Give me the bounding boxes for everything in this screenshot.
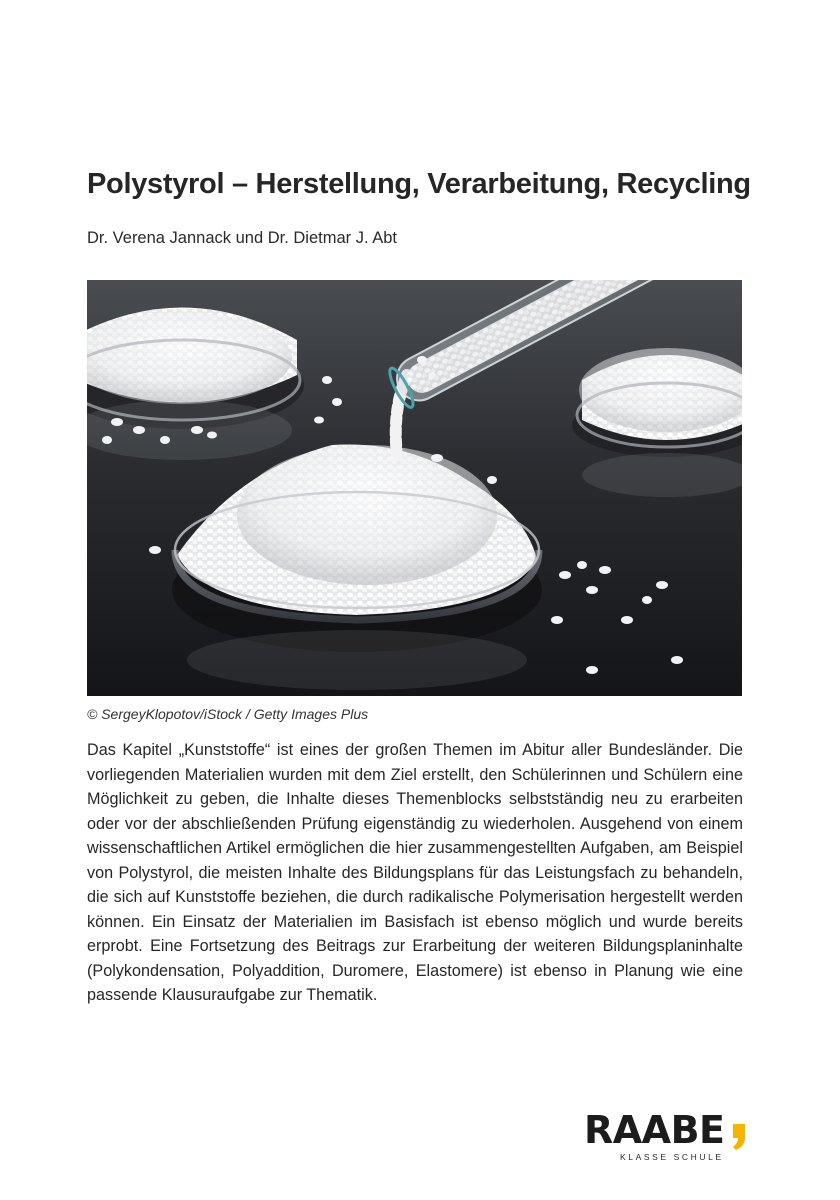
polystyrene-granules-photo bbox=[87, 280, 742, 696]
page-title: Polystyrol – Herstellung, Verarbeitung, Recycling bbox=[87, 168, 751, 200]
image-credit: © SergeyKlopotov/iStock / Getty Images Plus bbox=[87, 706, 369, 722]
cover-photo bbox=[87, 280, 742, 696]
raabe-logo bbox=[584, 1108, 754, 1168]
logo-wordmark: RAABE bbox=[584, 1108, 725, 1152]
body-paragraph: Das Kapitel „Kunststoffe“ ist eines der großen Themen im Abitur aller Bundesländer. Die vorliegenden Materialien wurden mit dem Ziel erstellt, den Schülerinnen und Schülern eine Möglichkeit zu geben, die Inhalte dieses Themenblocks selbstständig neu zu erarbeiten oder vor der abschließenden Prüfung eigenständig zu wiederholen. Ausgehend von einem wissenschaftlichen Artikel ermöglichen die hier zusammengestellten Aufgaben, am Beispiel von Polystyrol, die meisten Inhalte des Bildungsplans für das Leistungsfach zu behandeln, die sich auf Kunststoffe beziehen, die durch radikalische Polymerisation hergestellt werden können. Ein Einsatz der Materialien im Basisfach ist ebenso möglich und wurde bereits erprobt. Eine Fortsetzung des Beitrags zur Erarbeitung der weiteren Bildungsplaninhalte (Polykondensation, Polyaddition, Duromere, Elastomere) ist ebenso in Planung wie eine passende Klausuraufgabe zur Thematik. bbox=[87, 741, 743, 1004]
logo-comma-shape bbox=[733, 1124, 745, 1150]
logo-comma-icon bbox=[732, 1124, 746, 1150]
authors: Dr. Verena Jannack und Dr. Dietmar J. Abt bbox=[87, 229, 397, 247]
logo-subtitle: KLASSE SCHULE bbox=[620, 1152, 724, 1162]
